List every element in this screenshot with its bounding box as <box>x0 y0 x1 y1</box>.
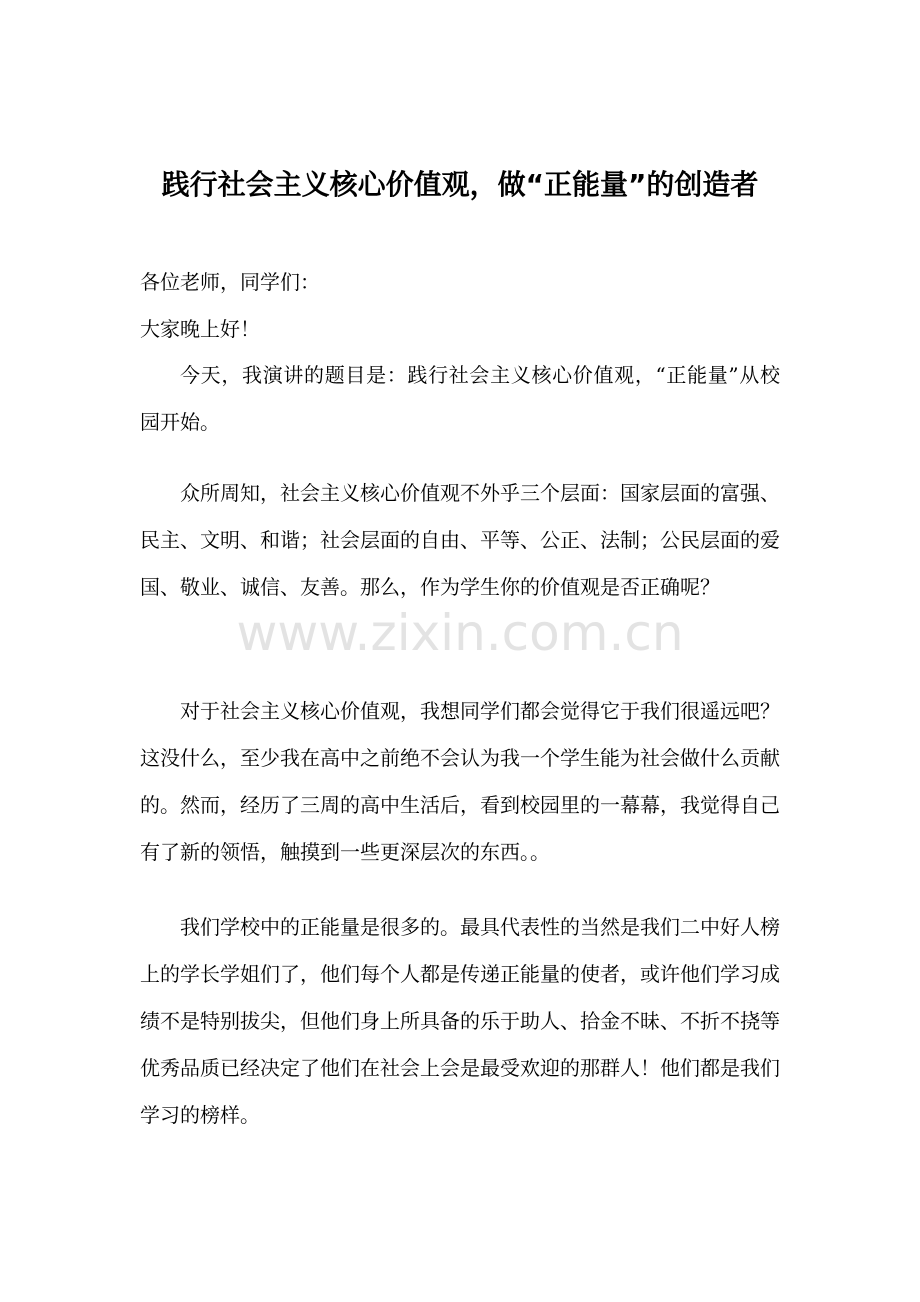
greeting-line: 各位老师，同学们： <box>140 270 320 294</box>
document-title: 践行社会主义核心价值观，做“正能量”的创造者 <box>161 168 759 201</box>
paragraph-values: 众所周知，社会主义核心价值观不外乎三个层面：国家层面的富强、民主、文明、和谐；社会层面的自由、平等、公正、法制；公民层面的爱国、敬业、诚信、友善。那么，作为学生你的价值观是否正确呢？ <box>140 481 780 599</box>
paragraph-intro: 今天，我演讲的题目是：践行社会主义核心价值观，“正能量”从校园开始。 <box>140 363 780 434</box>
paragraph-reflection: 对于社会主义核心价值观，我想同学们都会觉得它于我们很遥远吧？这没什么，至少我在高中之前绝不会认为我一个学生能为社会做什么贡献的。然而，经历了三周的高中生活后，看到校园里的一幕幕，我觉得自己有了新的领悟，触摸到一些更深层次的东西。。 <box>140 699 780 864</box>
salutation-line: 大家晚上好！ <box>140 317 260 341</box>
paragraph-role-models: 我们学校中的正能量是很多的。最具代表性的当然是我们二中好人榜上的学长学姐们了，他们每个人都是传递正能量的使者，或许他们学习成绩不是特别拔尖，但他们身上所具备的乐于助人、拾金不昧、不折不挠等优秀品质已经决定了他们在社会上会是最受欢迎的那群人！他们都是我们学习的榜样。 <box>140 915 780 1127</box>
site-watermark: www.zixin.com.cn <box>236 604 684 662</box>
